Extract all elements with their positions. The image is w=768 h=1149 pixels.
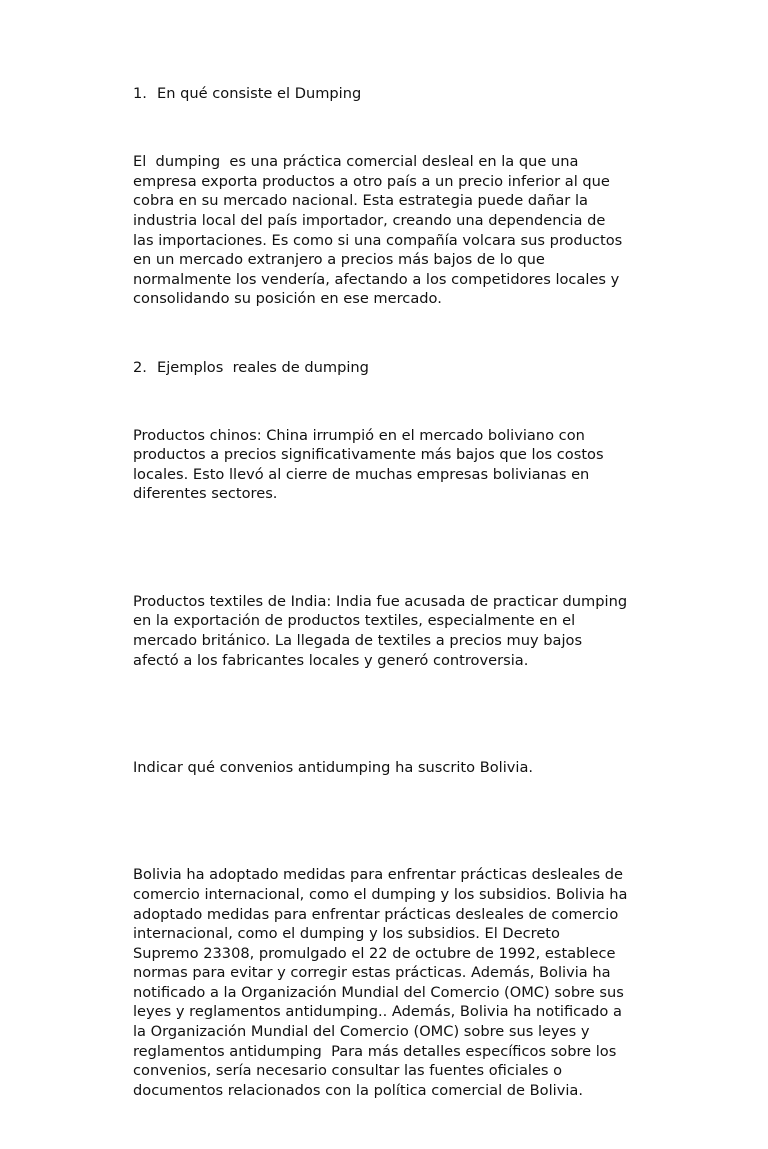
text-line: reglamentos antidumping Para más detalles específicos sobre los <box>133 1042 617 1060</box>
text-line: consolidando su posición en ese mercado. <box>133 290 442 308</box>
heading-1-number: 1. <box>133 85 147 102</box>
heading-2-number: 2. <box>133 358 147 376</box>
text-line: Bolivia ha adoptado medidas para enfrentar prácticas desleales de <box>133 866 623 884</box>
text-line: en la exportación de productos textiles, especialmente en el <box>133 612 576 630</box>
text-line: normas para evitar y corregir estas prácticas. Además, Bolivia ha <box>133 964 611 982</box>
heading-1-text: En qué consiste el Dumping <box>157 85 362 102</box>
text-line: empresa exporta productos a otro país a un precio inferior al que <box>133 172 610 190</box>
text-line: leyes y reglamentos antidumping.. Además, Bolivia ha notificado a <box>133 1003 622 1021</box>
text-line: mercado británico. La llegada de textiles a precios muy bajos <box>133 632 583 649</box>
text-line: Productos chinos: China irrumpió en el mercado boliviano con <box>133 426 585 444</box>
text-line: Supremo 23308, promulgado el 22 de octubre de 1992, establece <box>133 944 616 962</box>
text-line: internacional, como el dumping y los subsidios. El Decreto <box>133 925 560 943</box>
text-line: afectó a los fabricantes locales y generó controversia. <box>133 651 529 669</box>
text-line: productos a precios significativamente más bajos que los costos <box>133 446 604 464</box>
text-line: convenios, sería necesario consultar las fuentes oficiales o <box>133 1062 563 1080</box>
text-line: en un mercado extranjero a precios más bajos de lo que <box>133 251 545 269</box>
paragraph-bolivia-measures <box>133 826 663 1140</box>
document-body <box>133 84 663 1149</box>
text-line: normalmente los vendería, afectando a los competidores locales y <box>133 270 620 288</box>
text-line: documentos relacionados con la política comercial de Bolivia. <box>133 1081 583 1099</box>
heading-2 <box>133 358 663 378</box>
text-line: Productos textiles de India: India fue acusada de practicar dumping <box>133 592 628 610</box>
heading-1 <box>133 84 663 104</box>
text-line: El dumping es una práctica comercial desleal en la que una <box>133 153 579 171</box>
text-line: las importaciones. Es como si una compañía volcara sus productos <box>133 231 623 249</box>
paragraph-chinese-products <box>133 386 663 543</box>
text-line: locales. Esto llevó al cierre de muchas empresas bolivianas en <box>133 465 590 483</box>
text-line: Indicar qué convenios antidumping ha suscrito Bolivia. <box>133 758 534 776</box>
text-line: industria local del país importador, creando una dependencia de <box>133 211 606 229</box>
paragraph-question-conventions <box>133 719 663 817</box>
heading-2-text: Ejemplos reales de dumping <box>157 358 369 376</box>
text-line: cobra en su mercado nacional. Esta estrategia puede dañar la <box>133 192 588 210</box>
paragraph-dumping-definition <box>133 113 663 348</box>
text-line: comercio internacional, como el dumping y los subsidios. Bolivia ha <box>133 885 628 903</box>
text-line: la Organización Mundial del Comercio (OMC) sobre sus leyes y <box>133 1023 590 1041</box>
text-line: notificado a la Organización Mundial del Comercio (OMC) sobre sus <box>133 983 624 1001</box>
paragraph-india-textiles <box>133 553 663 710</box>
text-line: adoptado medidas para enfrentar prácticas desleales de comercio <box>133 905 619 923</box>
text-line: diferentes sectores. <box>133 485 278 503</box>
